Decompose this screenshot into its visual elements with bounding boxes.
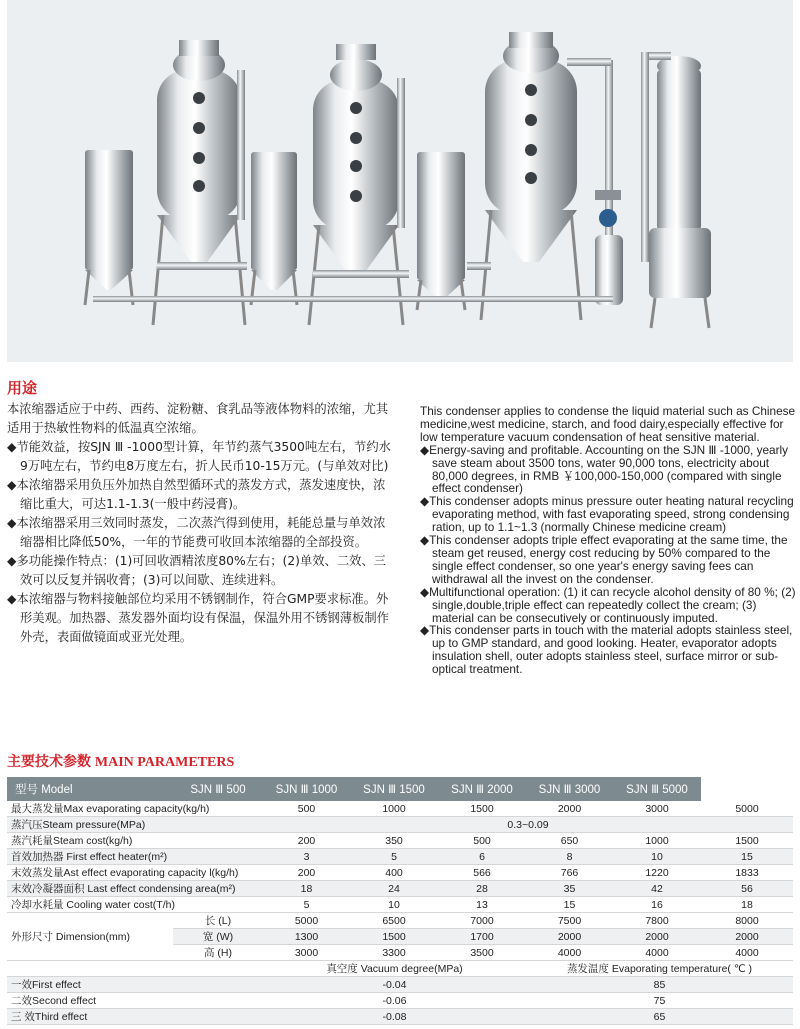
model-column-header: SJN Ⅲ 3000	[526, 777, 613, 801]
table-cell: 500	[438, 833, 526, 849]
params-title-cn: 主要技术参数	[7, 753, 91, 769]
table-cell: 4000	[526, 945, 613, 961]
table-cell: 2000	[701, 929, 793, 945]
table-row	[7, 849, 793, 865]
temperature-value: 85	[526, 977, 793, 993]
product-photo	[7, 0, 793, 362]
table-cell: 3500	[438, 945, 526, 961]
table-cell: 2000	[526, 801, 613, 817]
row-label: 冷却水耗量 Cooling water cost(T/h)	[7, 897, 263, 913]
table-cell: 7800	[613, 913, 701, 929]
cn-bullet: ◆本浓缩器采用负压外加热自然型循环式的蒸发方式，蒸发速度快，浓缩比重大，可达1.1-1.3(一般中药浸膏)。	[7, 478, 386, 511]
usage-section-title: 用途	[7, 379, 38, 397]
table-cell: 200	[263, 833, 350, 849]
table-cell: 24	[350, 881, 438, 897]
model-column-header: SJN Ⅲ 1500	[350, 777, 438, 801]
dimension-label: 外形尺寸 Dimension(mm)	[7, 913, 173, 961]
table-cell: 1300	[263, 929, 350, 945]
table-cell: 56	[701, 881, 793, 897]
effect-label: 一效First effect	[7, 977, 263, 993]
effect-label: 二效Second effect	[7, 993, 263, 1009]
dimension-sub-label: 长 (L)	[173, 913, 263, 929]
table-cell: 3300	[350, 945, 438, 961]
table-cell: 2000	[613, 929, 701, 945]
table-row	[7, 817, 793, 833]
effect-row	[7, 1009, 793, 1025]
effect-1	[85, 40, 245, 325]
effect-label: 三 效Third effect	[7, 1009, 263, 1025]
table-cell: 15	[701, 849, 793, 865]
table-cell: 2000	[526, 929, 613, 945]
table-cell: 5	[350, 849, 438, 865]
model-header: 型号 Model	[7, 777, 173, 801]
table-cell: 7500	[526, 913, 613, 929]
table-cell: 8	[526, 849, 613, 865]
temperature-value: 65	[526, 1009, 793, 1025]
table-cell: 1700	[438, 929, 526, 945]
temperature-header: 蒸发温度 Evaporating temperature( ℃ )	[526, 961, 793, 977]
table-cell: 6	[438, 849, 526, 865]
params-title-en: MAIN PARAMETERS	[94, 755, 235, 770]
table-cell: 6500	[350, 913, 438, 929]
cn-bullet: ◆多功能操作特点：(1)可回收酒精浓度80%左右；(2)单效、二效、三效可以反复并锅收膏；(3)可以间歇、连续进料。	[7, 554, 387, 587]
en-bullet: ◆Energy-saving and profitable. Accounting on the SJN Ⅲ -1000, yearly save steam about 3500 tons, water 90,000 tons, electricity about 80,000 degrees, in RMB ￥100,000-150,000 (compared with single effect condenser)	[420, 442, 789, 496]
en-bullet: ◆This condenser adopts triple effect evaporating at the same time, the steam get reused, energy cost reducing by 50% compared to the single effect condenser, so one year's energy saving fees can withdrawal all the invest on the condenser.	[420, 533, 788, 586]
table-cell: 28	[438, 881, 526, 897]
table-cell: 350	[350, 833, 438, 849]
model-column-header: SJN Ⅲ 1000	[263, 777, 350, 801]
chinese-description	[7, 400, 392, 647]
table-cell: 4000	[613, 945, 701, 961]
table-row	[7, 801, 793, 817]
table-cell: 10	[613, 849, 701, 865]
effect-2	[251, 44, 403, 325]
table-row	[7, 833, 793, 849]
en-intro: This condenser applies to condense the liquid material such as Chinese medicine,west medicine, starch, and food dairy,especially effective for low temperature vacuum condensation of heat sensitive material.	[420, 404, 796, 444]
table-cell: 15	[526, 897, 613, 913]
table-cell: 1000	[613, 833, 701, 849]
table-cell: 8000	[701, 913, 793, 929]
vacuum-value: -0.04	[263, 977, 526, 993]
table-cell: 3000	[263, 945, 350, 961]
table-cell: 1500	[701, 833, 793, 849]
effect-header-row	[7, 961, 793, 977]
table-cell: 42	[613, 881, 701, 897]
table-row	[7, 897, 793, 913]
en-bullet: ◆This condenser parts in touch with the material adopts stainless steel, up to GMP standard, and good looking. Heater, evaporator adopts insulation shell, outer adopts stainless steel, surface mirror or sub-optical treatment.	[420, 623, 793, 677]
en-bullet: ◆Multifunctional operation: (1) it can recycle alcohol density of 80 %; (2) single,double,triple effect can repeatedly collect the cream; (3) material can be consecutively or continuously imputed.	[420, 584, 796, 625]
effect-row	[7, 977, 793, 993]
main-parameters-title	[7, 751, 234, 771]
table-cell: 16	[613, 897, 701, 913]
table-cell: 1833	[701, 865, 793, 881]
vacuum-value: -0.08	[263, 1009, 526, 1025]
row-label: 首效加热器 First effect heater(m²)	[7, 849, 263, 865]
row-label: 蒸汽压Steam pressure(MPa)	[7, 817, 263, 833]
model-column-header: SJN Ⅲ 500	[173, 777, 263, 801]
table-cell: 13	[438, 897, 526, 913]
table-cell: 5000	[263, 913, 350, 929]
model-column-header: SJN Ⅲ 2000	[438, 777, 526, 801]
row-label: 蒸汽耗量Steam cost(kg/h)	[7, 833, 263, 849]
row-label: 末效冷凝器面积 Last effect condensing area(m²)	[7, 881, 263, 897]
table-cell: 1000	[350, 801, 438, 817]
triple-effect-evaporator-illustration	[7, 0, 793, 362]
table-cell: 500	[263, 801, 350, 817]
condenser	[567, 52, 711, 328]
table-cell: 650	[526, 833, 613, 849]
dimension-row	[7, 913, 793, 929]
table-cell: 35	[526, 881, 613, 897]
table-cell: 7000	[438, 913, 526, 929]
table-cell: 200	[263, 865, 350, 881]
temperature-value: 75	[526, 993, 793, 1009]
table-cell: 3	[263, 849, 350, 865]
table-row	[7, 865, 793, 881]
parameters-table	[7, 777, 793, 1025]
effect-row	[7, 993, 793, 1009]
row-label: 最大蒸发量Max evaporating capacity(kg/h)	[7, 801, 263, 817]
dimension-sub-label: 宽 (W)	[173, 929, 263, 945]
english-description	[420, 405, 798, 676]
table-cell: 4000	[701, 945, 793, 961]
cn-bullet: ◆本浓缩器与物料接触部位均采用不锈钢制作，符合GMP要求标准。外形美观。加热器、蒸发器外面均设有保温，保温外用不锈钢薄板制作外壳，表面做镜面或亚光处理。	[7, 592, 389, 644]
cn-bullet: ◆本浓缩器采用三效同时蒸发，二次蒸汽得到使用，耗能总量与单效浓缩器相比降低50%，一年的节能费可收回本浓缩器的全部投资。	[7, 516, 386, 549]
table-cell: 3000	[613, 801, 701, 817]
table-cell: 18	[263, 881, 350, 897]
dimension-sub-label: 高 (H)	[173, 945, 263, 961]
table-cell: 5000	[701, 801, 793, 817]
table-cell: 766	[526, 865, 613, 881]
table-cell: 5	[263, 897, 350, 913]
table-header-row	[7, 777, 793, 801]
table-cell: 10	[350, 897, 438, 913]
model-column-header: SJN Ⅲ 5000	[613, 777, 701, 801]
vacuum-value: -0.06	[263, 993, 526, 1009]
table-cell: 18	[701, 897, 793, 913]
table-row	[7, 881, 793, 897]
cn-intro: 本浓缩器适应于中药、西药、淀粉糖、食乳品等液体物料的浓缩，尤其适用于热敏性物料的低温真空浓缩。	[7, 402, 389, 435]
table-cell: 566	[438, 865, 526, 881]
table-cell: 400	[350, 865, 438, 881]
empty-cell	[7, 961, 263, 977]
merged-value: 0.3~0.09	[263, 817, 793, 833]
row-label: 末效蒸发量Ast effect evaporating capacity l(kg/h)	[7, 865, 263, 881]
vacuum-header: 真空度 Vacuum degree(MPa)	[263, 961, 526, 977]
en-bullet: ◆This condenser adopts minus pressure outer heating natural recycling evaporating method, with fast evaporating speed, strong condensing ration, up to 1.1~1.3 (normally Chinese medicine cream)	[420, 494, 794, 535]
cn-bullet: ◆节能效益，按SJN Ⅲ -1000型计算，年节约蒸气3500吨左右，节约水9万吨左右，节约电8万度左右，折人民币10-15万元。(与单效对比)	[7, 440, 391, 473]
table-cell: 1500	[438, 801, 526, 817]
table-cell: 1220	[613, 865, 701, 881]
table-cell: 1500	[350, 929, 438, 945]
effect-3	[417, 32, 581, 320]
